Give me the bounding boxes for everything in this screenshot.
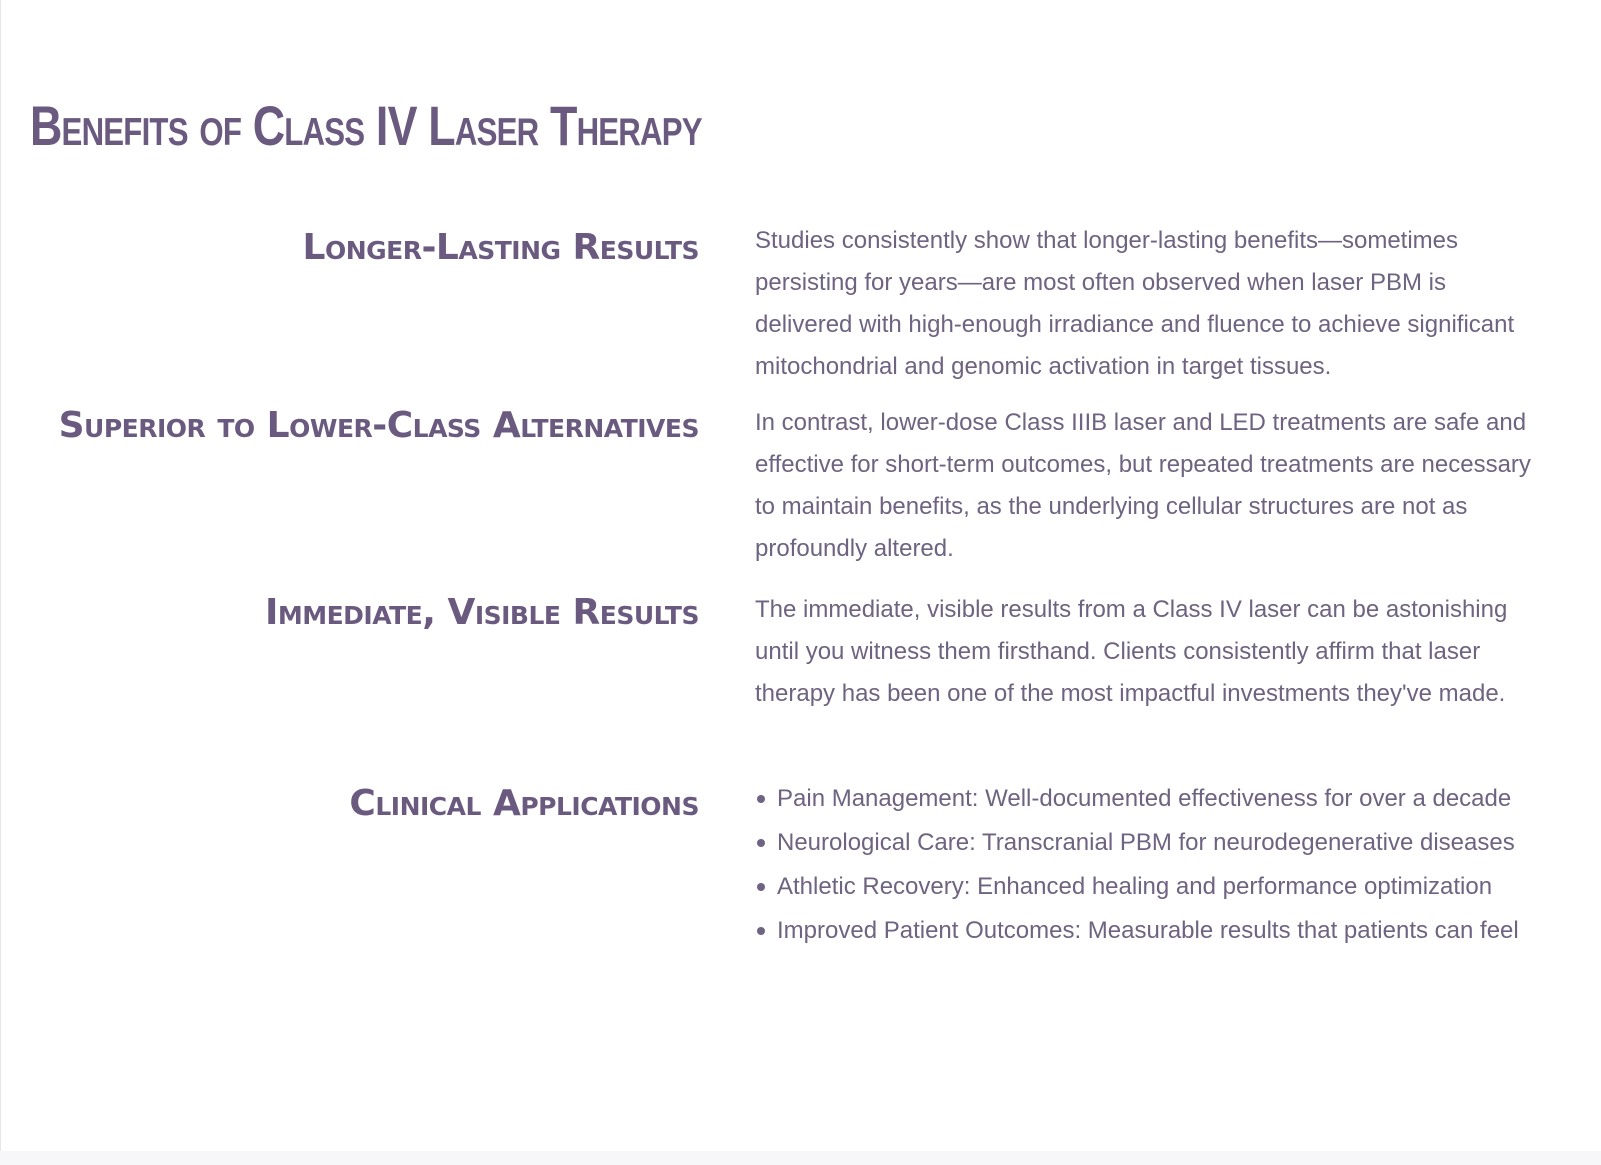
- section-body: In contrast, lower-dose Class IIIB laser and LED treatments are safe and effective for short-term outcomes, but repeated treatments are necessary to maintain benefits, as the underlying cellular structures are not as profoundly altered.: [755, 409, 1531, 562]
- list-item-text: Athletic Recovery: Enhanced healing and performance optimization: [777, 873, 1493, 900]
- bullet-icon: [757, 795, 765, 803]
- list-item: [755, 867, 1545, 906]
- clinical-applications-list: [755, 779, 1545, 955]
- section-heading: Clinical Applications: [349, 783, 699, 824]
- list-item-text: Pain Management: Well-documented effectiveness for over a decade: [777, 785, 1512, 812]
- page-bottom-band: [0, 1151, 1601, 1165]
- list-item: [755, 779, 1545, 818]
- section-body: Studies consistently show that longer-lasting benefits—sometimes persisting for years—are most often observed when laser PBM is delivered with high-enough irradiance and fluence to achieve significant mitochondrial and genomic activation in target tissues.: [755, 227, 1515, 380]
- section-body: The immediate, visible results from a Class IV laser can be astonishing until you witness them firsthand. Clients consistently affirm that laser therapy has been one of the most impactful investments they've made.: [755, 596, 1508, 707]
- section-heading: Superior to Lower-Class Alternatives: [58, 405, 699, 446]
- section-heading: Longer-Lasting Results: [302, 227, 699, 268]
- bullet-icon: [757, 927, 765, 935]
- list-item-text: Neurological Care: Transcranial PBM for neurodegenerative diseases: [777, 829, 1515, 856]
- list-item: [755, 911, 1545, 950]
- page-title: Benefits of Class IV Laser Therapy: [30, 94, 702, 157]
- page-left-border: [0, 0, 1, 1165]
- bullet-icon: [757, 839, 765, 847]
- bullet-icon: [757, 883, 765, 891]
- list-item: [755, 823, 1545, 862]
- section-heading: Immediate, Visible Results: [264, 592, 699, 633]
- list-item-text: Improved Patient Outcomes: Measurable results that patients can feel: [777, 917, 1519, 944]
